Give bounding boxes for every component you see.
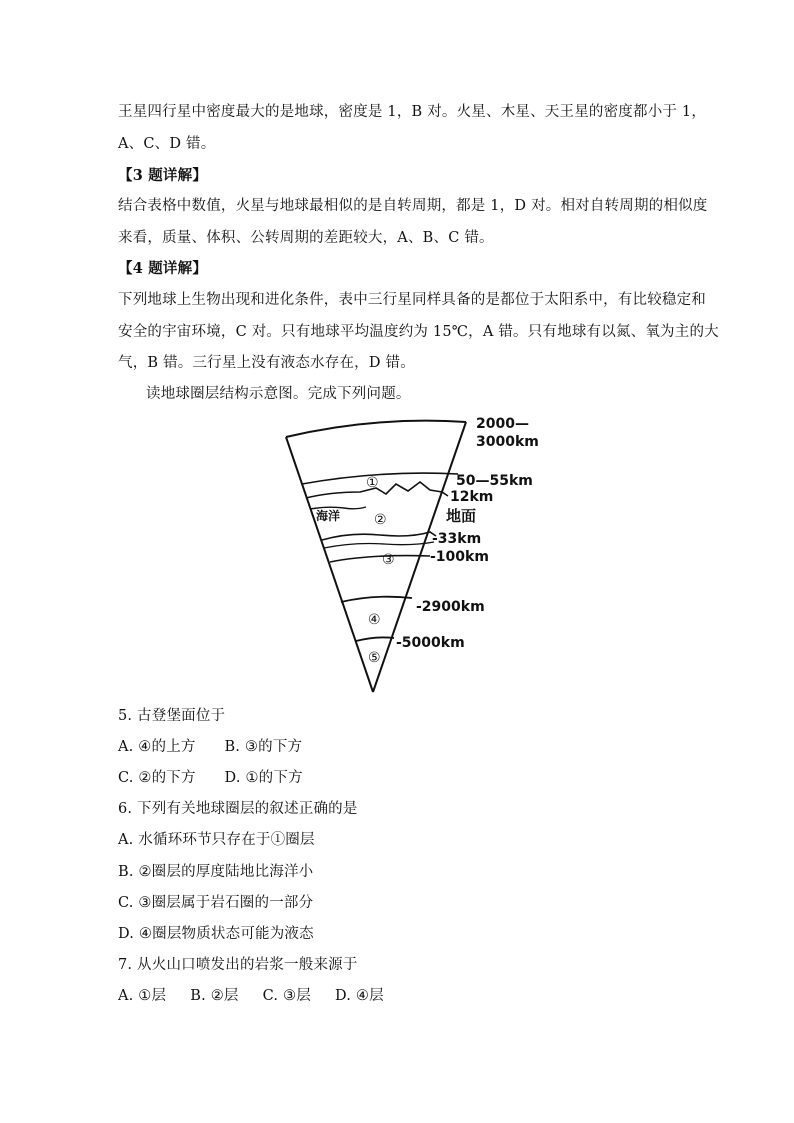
question-6: 6. 下列有关地球圈层的叙述正确的是 [118, 801, 358, 817]
line-100km [330, 556, 430, 562]
layer-3-number: ③ [382, 552, 395, 568]
line-33km-lower [324, 542, 434, 548]
ocean-label: 海洋 [316, 509, 341, 523]
explanation-2-line-1: 王星四行星中密度最大的是地球，密度是 1，B 对。火星、木星、天王星的密度都小于 1， [118, 104, 707, 120]
heading-q3-detail: 【3 题详解】 [118, 167, 208, 184]
question-6-option-c: C. ③圈层属于岩石圈的一部分 [118, 895, 314, 911]
question-7: 7. 从火山口喷发出的岩浆一般来源于 [118, 957, 358, 973]
label-ground: 地面 [446, 507, 477, 525]
line-2900km [341, 597, 412, 602]
earth-layers-diagram [270, 412, 550, 702]
layer-2-number: ② [374, 512, 387, 528]
label-2000: 2000— [476, 416, 529, 432]
question-5-options-cd: C. ②的下方 D. ①的下方 [118, 770, 303, 786]
question-5: 5. 古登堡面位于 [118, 708, 226, 724]
label-2900km: -2900km [416, 599, 485, 615]
explanation-4-line-3: 气，B 错。三行星上没有液态水存在，D 错。 [118, 355, 415, 371]
explanation-2-line-2: A、C、D 错。 [118, 136, 216, 152]
line-5000km [356, 637, 394, 641]
label-12km: 12km [450, 489, 494, 505]
explanation-4-line-1: 下列地球上生物出现和进化条件，表中三行星同样具备的是都位于太阳系中，有比较稳定和 [118, 292, 706, 308]
question-5-options-ab: A. ④的上方 B. ③的下方 [118, 739, 303, 755]
question-7-options: A. ①层 B. ②层 C. ③层 D. ④层 [118, 988, 384, 1004]
question-6-option-b: B. ②圈层的厚度陆地比海洋小 [118, 864, 314, 880]
outer-atmosphere-arc [286, 421, 466, 437]
layer-4-number: ④ [368, 612, 381, 628]
question-6-option-d: D. ④圈层物质状态可能为液态 [118, 926, 314, 942]
layer-1-number: ① [366, 475, 379, 491]
diagram-intro: 读地球圈层结构示意图。完成下列问题。 [146, 386, 411, 402]
label-100km: -100km [430, 549, 489, 565]
explanation-3-line-2: 来看，质量、体积、公转周期的差距较大，A、B、C 错。 [118, 230, 494, 246]
heading-q4-detail: 【4 题详解】 [118, 260, 208, 277]
label-3000km: 3000km [476, 434, 539, 450]
label-5000km: -5000km [396, 635, 465, 651]
line-50-55km [302, 473, 458, 484]
label-50-55km: 50—55km [456, 473, 533, 489]
question-6-option-a: A. 水循环环节只存在于①圈层 [118, 832, 315, 848]
explanation-4-line-2: 安全的宇宙环境，C 对。只有地球平均温度约为 15℃，A 错。只有地球有以氮、氧为主的大 [118, 324, 719, 340]
wedge-left-edge [286, 437, 373, 692]
line-33km [322, 532, 436, 540]
label-33km: -33km [432, 531, 482, 547]
layer-5-number: ⑤ [368, 650, 381, 666]
explanation-3-line-1: 结合表格中数值，火星与地球最相似的是自转周期，都是 1，D 对。相对自转周期的相似度 [118, 198, 708, 214]
